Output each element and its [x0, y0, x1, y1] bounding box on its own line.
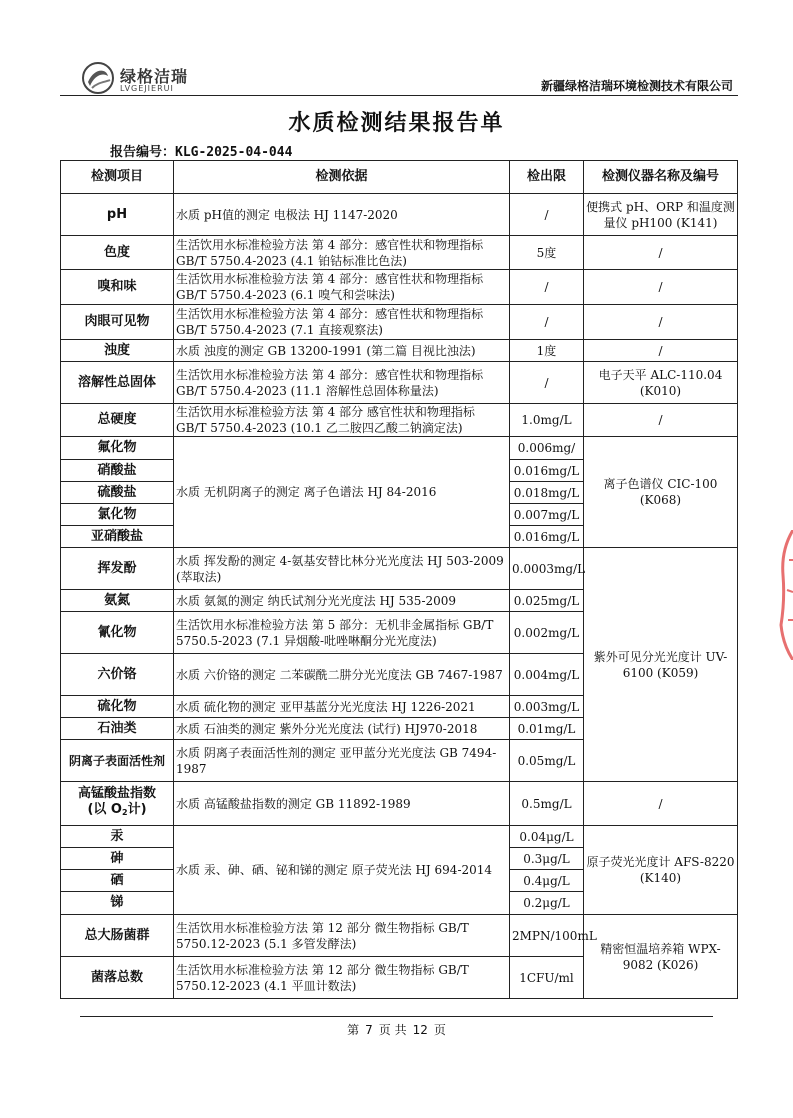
- limit-cell: 0.002mg/L: [510, 612, 584, 654]
- instrument-cell-incubator: 精密恒温培养箱 WPX-9082 (K026): [584, 915, 738, 999]
- instrument-cell: /: [584, 236, 738, 270]
- limit-cell: 0.006mg/: [510, 437, 584, 460]
- basis-cell: 水质 高锰酸盐指数的测定 GB 11892-1989: [174, 782, 510, 826]
- page-total: 12: [412, 1023, 428, 1037]
- item-cell: 阴离子表面活性剂: [61, 740, 174, 782]
- basis-cell: 生活饮用水标准检验方法 第 12 部分 微生物指标 GB/T 5750.12-2023 (5.1 多管发酵法): [174, 915, 510, 957]
- instrument-cell: /: [584, 404, 738, 437]
- item-cell: 氨氮: [61, 590, 174, 612]
- basis-cell: 水质 阴离子表面活性剂的测定 亚甲蓝分光光度法 GB 7494-1987: [174, 740, 510, 782]
- basis-cell: 生活饮用水标准检验方法 第 4 部分：感官性状和物理指标 GB/T 5750.4-2023 (7.1 直接观察法): [174, 305, 510, 340]
- page-current: 7: [365, 1023, 373, 1037]
- item-cell: 亚硝酸盐: [61, 526, 174, 548]
- basis-cell: 水质 pH值的测定 电极法 HJ 1147-2020: [174, 194, 510, 236]
- table-row: [61, 194, 738, 236]
- limit-cell: 0.2μg/L: [510, 892, 584, 915]
- item-cell: 硫酸盐: [61, 482, 174, 504]
- item-cell: 砷: [61, 848, 174, 870]
- header-basis: 检测依据: [174, 161, 510, 194]
- table-row: [61, 362, 738, 404]
- item-cell: 氟化物: [61, 437, 174, 460]
- limit-cell: 0.003mg/L: [510, 696, 584, 718]
- table-row: [61, 340, 738, 362]
- basis-cell-ion-chromatography: 水质 无机阴离子的测定 离子色谱法 HJ 84-2016: [174, 437, 510, 548]
- limit-cell: 2MPN/100mL: [510, 915, 584, 957]
- basis-cell: 水质 氨氮的测定 纳氏试剂分光光度法 HJ 535-2009: [174, 590, 510, 612]
- basis-cell: 生活饮用水标准检验方法 第 4 部分：感官性状和物理指标 GB/T 5750.4-2023 (11.1 溶解性总固体称量法): [174, 362, 510, 404]
- report-number: 报告编号：KLG-2025-04-044: [110, 145, 293, 160]
- item-cell: 总硬度: [61, 404, 174, 437]
- basis-cell: 水质 浊度的测定 GB 13200-1991 (第二篇 目视比浊法): [174, 340, 510, 362]
- item-cell: 石油类: [61, 718, 174, 740]
- table-row: [61, 915, 738, 957]
- limit-cell: 0.05mg/L: [510, 740, 584, 782]
- instrument-cell: /: [584, 340, 738, 362]
- limit-cell: /: [510, 270, 584, 305]
- limit-cell: 0.01mg/L: [510, 718, 584, 740]
- limit-cell: /: [510, 362, 584, 404]
- item-cell: 氯化物: [61, 504, 174, 526]
- limit-cell: 0.004mg/L: [510, 654, 584, 696]
- limit-cell: 1.0mg/L: [510, 404, 584, 437]
- instrument-cell-uv-spectrophotometer: 紫外可见分光光度计 UV-6100 (K059): [584, 548, 738, 782]
- item-cell: 硝酸盐: [61, 460, 174, 482]
- item-cell: 汞: [61, 826, 174, 848]
- table-row: [61, 270, 738, 305]
- header-limit: 检出限: [510, 161, 584, 194]
- logo-swirl-icon: [80, 60, 116, 96]
- basis-cell: 生活饮用水标准检验方法 第 4 部分：感官性状和物理指标 GB/T 5750.4-2023 (4.1 铂钴标准比色法): [174, 236, 510, 270]
- header-item: 检测项目: [61, 161, 174, 194]
- limit-cell: 0.018mg/L: [510, 482, 584, 504]
- company-name: 新疆绿格洁瑞环境检测技术有限公司: [540, 79, 733, 93]
- basis-cell-atomic-fluorescence: 水质 汞、砷、硒、铋和锑的测定 原子荧光法 HJ 694-2014: [174, 826, 510, 915]
- item-note: (以 $O_2$计): [87, 802, 147, 817]
- instrument-cell: /: [584, 782, 738, 826]
- table-row: [61, 404, 738, 437]
- logo-text-en: LVGEJIERUI: [120, 84, 174, 93]
- basis-cell: 生活饮用水标准检验方法 第 12 部分 微生物指标 GB/T 5750.12-2023 (4.1 平皿计数法): [174, 957, 510, 999]
- item-cell: 菌落总数: [61, 957, 174, 999]
- limit-cell: 0.5mg/L: [510, 782, 584, 826]
- item-cell: 肉眼可见物: [61, 305, 174, 340]
- limit-cell: /: [510, 194, 584, 236]
- limit-cell: 0.0003mg/L: [510, 548, 584, 590]
- instrument-cell: 便携式 pH、ORP 和温度测量仪 pH100 (K141): [584, 194, 738, 236]
- basis-cell: 生活饮用水标准检验方法 第 4 部分：感官性状和物理指标 GB/T 5750.4-2023 (6.1 嗅气和尝味法): [174, 270, 510, 305]
- item-cell: 氰化物: [61, 612, 174, 654]
- limit-cell: 0.016mg/L: [510, 526, 584, 548]
- logo-text-cn: 绿格洁瑞: [120, 67, 189, 86]
- item-cell: 锑: [61, 892, 174, 915]
- item-cell: 嗅和味: [61, 270, 174, 305]
- limit-cell: /: [510, 305, 584, 340]
- instrument-cell-ion-chromatograph: 离子色谱仪 CIC-100 (K068): [584, 437, 738, 548]
- item-cell: 浊度: [61, 340, 174, 362]
- instrument-cell: /: [584, 270, 738, 305]
- item-cell: 色度: [61, 236, 174, 270]
- item-cell: 总大肠菌群: [61, 915, 174, 957]
- item-cell: 溶解性总固体: [61, 362, 174, 404]
- instrument-cell: 电子天平 ALC-110.04 (K010): [584, 362, 738, 404]
- basis-cell: 水质 石油类的测定 紫外分光光度法 (试行) HJ970-2018: [174, 718, 510, 740]
- page-title: 水质检测结果报告单: [288, 111, 505, 136]
- item-cell: pH: [61, 194, 174, 236]
- limit-cell: 5度: [510, 236, 584, 270]
- table-row: [61, 548, 738, 590]
- instrument-cell-afs: 原子荧光光度计 AFS-8220 (K140): [584, 826, 738, 915]
- table-row: [61, 437, 738, 460]
- limit-cell: 1CFU/ml: [510, 957, 584, 999]
- limit-cell: 0.007mg/L: [510, 504, 584, 526]
- footer-divider: [80, 1016, 713, 1017]
- item-name: 高锰酸盐指数: [77, 786, 156, 801]
- header-instrument: 检测仪器名称及编号: [584, 161, 738, 194]
- basis-cell: 水质 挥发酚的测定 4-氨基安替比林分光光度法 HJ 503-2009 (萃取法): [174, 548, 510, 590]
- basis-cell: 生活饮用水标准检验方法 第 5 部分：无机非金属指标 GB/T 5750.5-2023 (7.1 异烟酸-吡唑啉酮分光光度法): [174, 612, 510, 654]
- table-row: [61, 826, 738, 848]
- item-cell: 六价铬: [61, 654, 174, 696]
- limit-cell: 0.016mg/L: [510, 460, 584, 482]
- item-cell: 挥发酚: [61, 548, 174, 590]
- item-cell: [61, 782, 174, 826]
- table-row: [61, 782, 738, 826]
- table-header-row: [61, 161, 738, 194]
- basis-cell: 生活饮用水标准检验方法 第 4 部分 感官性状和物理指标 GB/T 5750.4-2023 (10.1 乙二胺四乙酸二钠滴定法): [174, 404, 510, 437]
- limit-cell: 0.025mg/L: [510, 590, 584, 612]
- seal-stamp-edge-icon: [779, 530, 793, 660]
- results-table: [60, 160, 738, 999]
- header-divider: [60, 95, 738, 96]
- item-cell: 硫化物: [61, 696, 174, 718]
- basis-cell: 水质 硫化物的测定 亚甲基蓝分光光度法 HJ 1226-2021: [174, 696, 510, 718]
- item-cell: 硒: [61, 870, 174, 892]
- basis-cell: 水质 六价铬的测定 二苯碳酰二肼分光光度法 GB 7467-1987: [174, 654, 510, 696]
- limit-cell: 0.04μg/L: [510, 826, 584, 848]
- limit-cell: 0.4μg/L: [510, 870, 584, 892]
- table-row: [61, 305, 738, 340]
- page-footer: 第 7 页 共 12 页: [347, 1023, 446, 1037]
- instrument-cell: /: [584, 305, 738, 340]
- limit-cell: 1度: [510, 340, 584, 362]
- limit-cell: 0.3μg/L: [510, 848, 584, 870]
- table-row: [61, 236, 738, 270]
